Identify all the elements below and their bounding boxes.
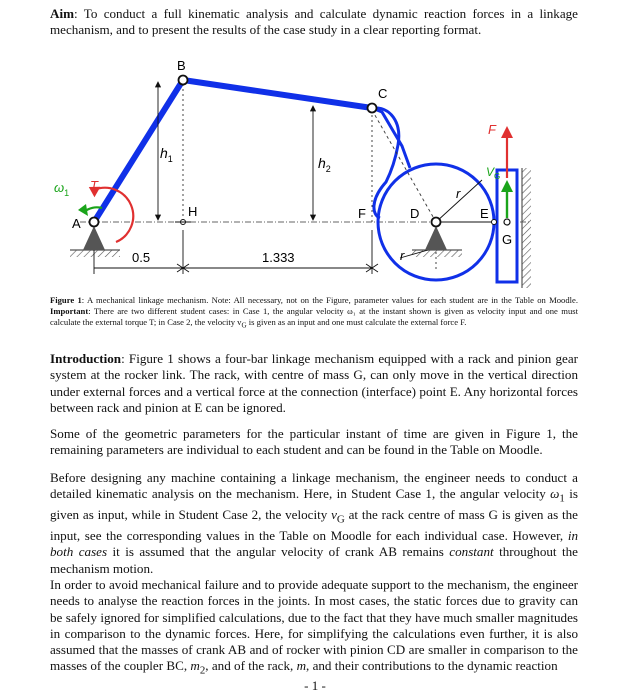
label-omega: $\omega_1$ [54,180,70,198]
label-h: H [188,204,198,219]
crank-ab [94,80,183,222]
aim-paragraph [50,6,578,39]
label-g: G [502,232,513,247]
joint-b [179,76,188,85]
label-h1: $h_1$ [160,145,173,164]
dim-label-1-333: 1.333 [262,250,295,265]
ground-hatch-a [70,250,120,257]
figure-caption: Figure 1: A mechanical linkage mechanism. Note: All necessary, not on the Figure, parameter values for each student are in the Table on Moodle. Important: There are two different student cases: in Case 1, the angular velocity ω₁ at the instant shown is given as velocity input and one must calculate the external torque T; in Case 2, the velocity $v_G$ is given as an input and one must calculate the external force F. [50,295,578,330]
label-a: A [72,216,81,231]
label-e: E [480,206,489,221]
joint-g [504,219,510,225]
rocker-link [372,108,399,218]
joint-d [432,218,441,227]
label-b: B [177,58,186,73]
caption-important-label: Important [50,306,89,316]
rack-wall [522,168,531,288]
label-c: C [378,86,388,101]
joint-e [492,220,497,225]
joint-a [90,218,99,227]
label-h2: $h_2$ [318,155,331,174]
label-f: F [358,206,366,221]
label-d: D [410,206,420,221]
support-d [425,226,447,250]
label-vg: $V_G$ [486,165,501,181]
coupler-bc [183,80,372,108]
label-r-upper: r [456,186,461,201]
page-number: - 1 - [304,678,326,693]
linkage-figure [50,50,550,290]
reaction-forces-paragraph: In order to avoid mechanical failure and to provide adequate support to the mechanism, the engineer needs to analyse the reaction forces in the joints. In most cases, the static forces due to gravity can be safely ignored for simplified calculations, due to the fact that they have much smaller magnitudes in comparison to the dynamic forces. Here, for simplifying the calculations even further, it is also assumed that the masses of crank AB and of rocker with pinion CD are smaller in comparison to the masses of the coupler BC, $m_2$, and of the rack, m, and their contributions to the dynamic reaction [50,577,578,678]
aim-text: : To conduct a full kinematic analysis and calculate dynamic reaction forces in a linkage mechanism, and to present the results of the case study in a clear reporting format. [50,6,578,38]
caption-label: Figure 1 [50,295,82,305]
kinematics-paragraph: Before designing any machine containing a linkage mechanism, the engineer needs to conduct a detailed kinematic analysis on the mechanism. Here, in Student Case 1, the angular velocity $\omega_1$ is given as input, while in Student Case 2, the velocity $v_G$ at the rack centre of mass G is given as the input, see the corresponding values in the Table on Moodle for each individual case. However, in both cases it is assumed that the angular velocity of crank AB remains constant throughout the mechanism motion. [50,470,578,576]
introduction-label: Introduction [50,351,122,366]
label-force: F [488,122,496,137]
aim-label: Aim [50,6,75,21]
geometry-paragraph: Some of the geometric parameters for the particular instant of time are given in Figure 1, the remaining parameters are individual to each student and can be found in the Table on Moodle. [50,426,578,458]
label-r-lower: r [400,248,405,263]
ground-hatch-d [412,250,462,257]
label-torque: T [90,178,98,193]
support-a [83,226,105,250]
joint-c [368,104,377,113]
dim-label-0-5: 0.5 [132,250,151,265]
introduction-paragraph: Introduction: Figure 1 shows a four-bar linkage mechanism equipped with a rack and pinion gear system at the rocker link. The rack, with centre of mass G, can only move in the vertical direction under external forces and a vertical force at the connection (interface) point E. Any horizontal forces between rack and pinion at E can be ignored. [50,351,578,415]
